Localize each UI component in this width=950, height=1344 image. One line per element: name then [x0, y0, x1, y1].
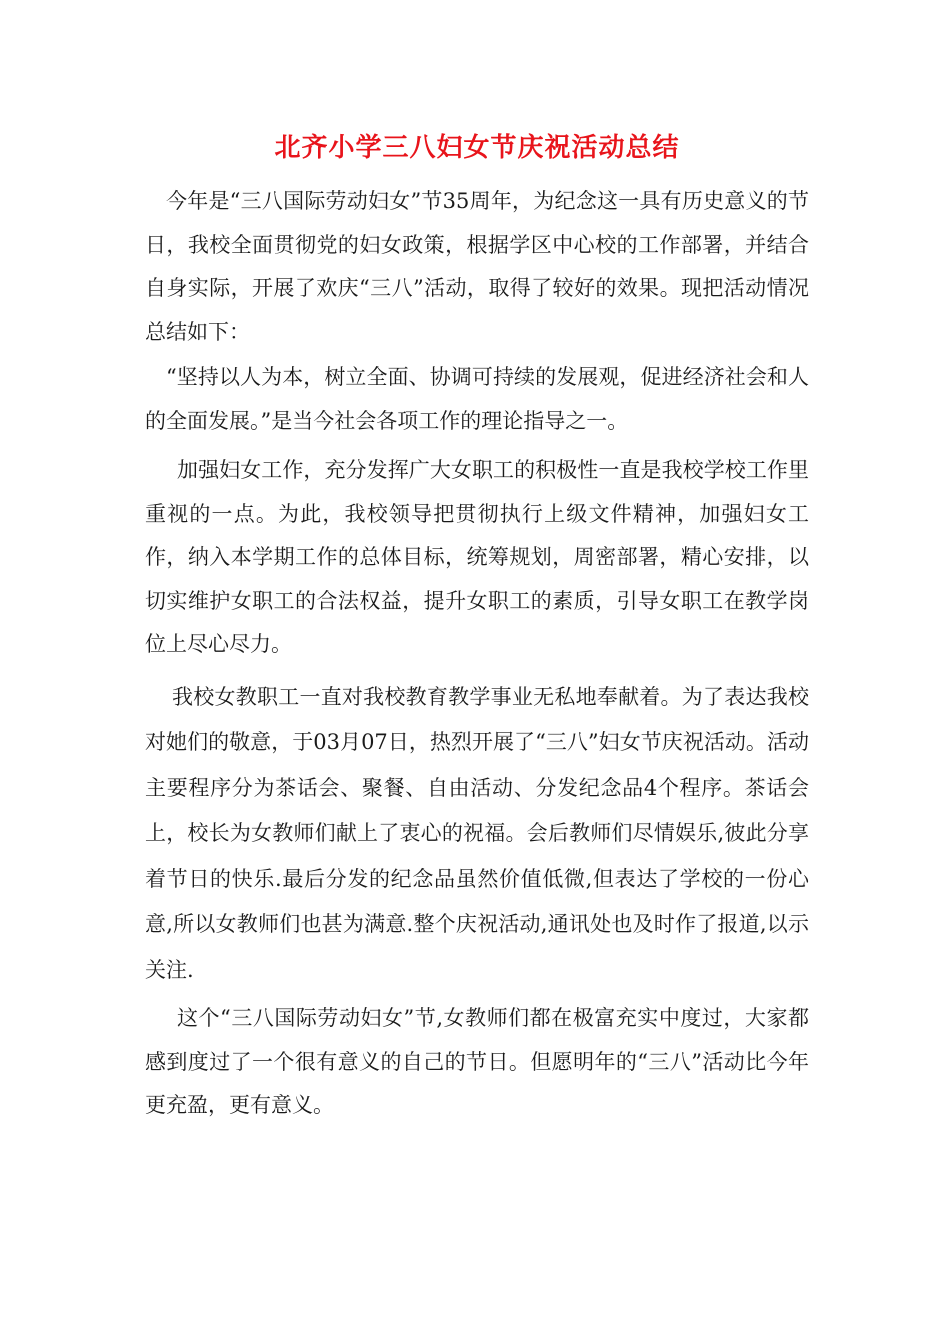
- paragraph-guiding-principle: “坚持以人为本，树立全面、协调可持续的发展观，促进经济社会和人的全面发展。”是当今社会各项工作的理论指导之一。: [145, 365, 809, 433]
- document-body: [145, 128, 809, 1128]
- document-title: 北齐小学三八妇女节庆祝活动总结: [274, 133, 680, 163]
- paragraph-intro: 今年是“三八国际劳动妇女”节35周年，为纪念这一具有历史意义的节日，我校全面贯彻党的妇女政策，根据学区中心校的工作部署，并结合自身实际，开展了欢庆“三八”活动，取得了较好的效果。现把活动情况总结如下：: [145, 189, 809, 344]
- paragraph-celebration-activities: 我校女教职工一直对我校教育教学事业无私地奉献着。为了表达我校对她们的敬意，于03月07日，热烈开展了“三八”妇女节庆祝活动。活动主要程序分为茶话会、聚餐、自由活动、分发纪念品4个程序。茶话会上，校长为女教师们献上了衷心的祝福。会后教师们尽情娱乐,彼此分享着节日的快乐.最后分发的纪念品虽然价值低微,但表达了学校的一份心意,所以女教师们也甚为满意.整个庆祝活动,通讯处也及时作了报道,以示关注.: [145, 684, 809, 982]
- paragraph-conclusion: 这个“三八国际劳动妇女”节,女教师们都在极富充实中度过，大家都感到度过了一个很有意义的自己的节日。但愿明年的“三八”活动比今年更充盈，更有意义。: [145, 1006, 809, 1117]
- paragraph-womens-work: 加强妇女工作，充分发挥广大女职工的积极性一直是我校学校工作里重视的一点。为此，我校领导把贯彻执行上级文件精神，加强妇女工作，纳入本学期工作的总体目标，统筹规划，周密部署，精心安排，以切实维护女职工的合法权益，提升女职工的素质，引导女职工在教学岗位上尽心尽力。: [145, 458, 809, 656]
